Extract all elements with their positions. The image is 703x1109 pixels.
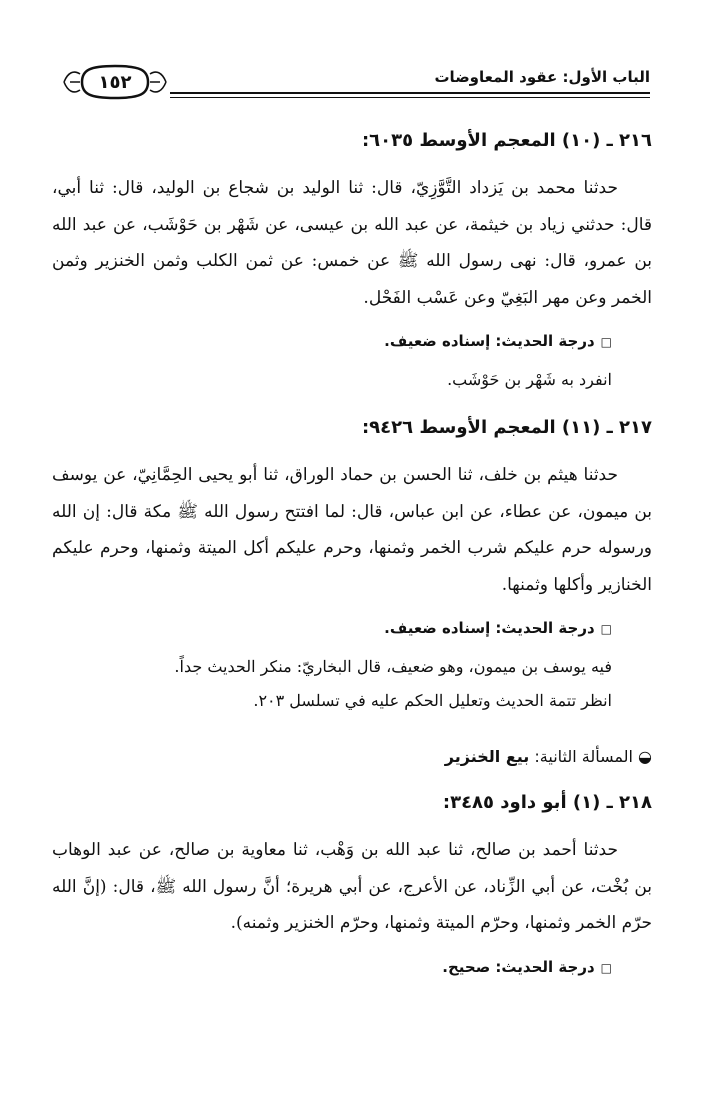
section-marker-icon: ◒ <box>638 747 652 766</box>
hadith-218-grade <box>52 952 612 983</box>
bullet-square-icon: □ <box>600 960 612 975</box>
hadith-217-heading: ٢١٧ ـ (١١) المعجم الأوسط ٩٤٢٦: <box>361 417 652 438</box>
grade-text: درجة الحديث: إسناده ضعيف. <box>384 619 595 637</box>
grade-text: درجة الحديث: صحيح. <box>442 957 595 976</box>
section-title: بيع الخنزير <box>444 747 530 766</box>
section-label: المسألة الثانية: <box>534 747 633 766</box>
grade-text: درجة الحديث: إسناده ضعيف. <box>384 332 595 350</box>
hadith-218-heading: ٢١٨ ـ (١) أبو داود ٣٤٨٥: <box>442 792 652 813</box>
hadith-217-text: حدثنا هيثم بن خلف، ثنا الحسن بن حماد الوراق، ثنا أبو يحيى الحِمَّانِيّ، عن يوسف بن ميمون، عن عطاء، عن ابن عباس، قال: لما افتتح رسول الله ﷺ مكة قال: إن الله ورسوله حرم عليكم شرب الخمر وثمنها، وحرم عليكم أكل الميتة وثمنها، وحرم عليكم الخنازير وأكلها وثمنها. <box>52 465 652 595</box>
page-content <box>52 126 652 989</box>
hadith-216-note: انفرد به شَهْر بن حَوْشَب. <box>447 370 612 389</box>
hadith-217-note-2: انظر تتمة الحديث وتعليل الحكم عليه في تسلسل ٢٠٣. <box>253 691 612 710</box>
header-rule <box>170 92 650 98</box>
bullet-square-icon: □ <box>600 335 612 349</box>
page-number-badge <box>60 62 170 102</box>
chapter-title: الباب الأول: عقود المعاوضات <box>434 68 650 86</box>
page-number: ١٥٢ <box>98 71 132 93</box>
bullet-square-icon: □ <box>600 622 612 636</box>
hadith-217-grade <box>52 613 612 644</box>
hadith-218-text: حدثنا أحمد بن صالح، ثنا عبد الله بن وَهْب، ثنا معاوية بن صالح، عن عبد الوهاب بن بُخْت، عن أبي الزِّناد، عن الأعرج، عن أبي هريرة؛ أنَّ رسول الله ﷺ، قال: (إنَّ الله حرّم الخمر وثمنها، وحرّم الميتة وثمنها، وحرّم الخنزير وثمنه). <box>52 840 652 933</box>
page-header <box>60 62 650 108</box>
hadith-217-note-1: فيه يوسف بن ميمون، وهو ضعيف، قال البخاريّ: منكر الحديث جداً. <box>174 657 612 676</box>
section-heading <box>52 742 652 772</box>
hadith-216-grade <box>52 326 612 357</box>
hadith-216-heading: ٢١٦ ـ (١٠) المعجم الأوسط ٦٠٣٥: <box>361 130 652 151</box>
hadith-216-text: حدثنا محمد بن يَزداد التَّوَّزِيّ، قال: ثنا الوليد بن شجاع بن الوليد، قال: ثنا أبي، قال: حدثني زياد بن خيثمة، عن عبد الله بن عيسى، عن شَهْر بن حَوْشَب، عن عبد الله بن عمرو، قال: نهى رسول الله ﷺ عن خمس: عن ثمن الكلب وثمن الخنزير وثمن الخمر وعن مهر البَغِيّ وعن عَسْب الفَحْل. <box>52 178 652 308</box>
